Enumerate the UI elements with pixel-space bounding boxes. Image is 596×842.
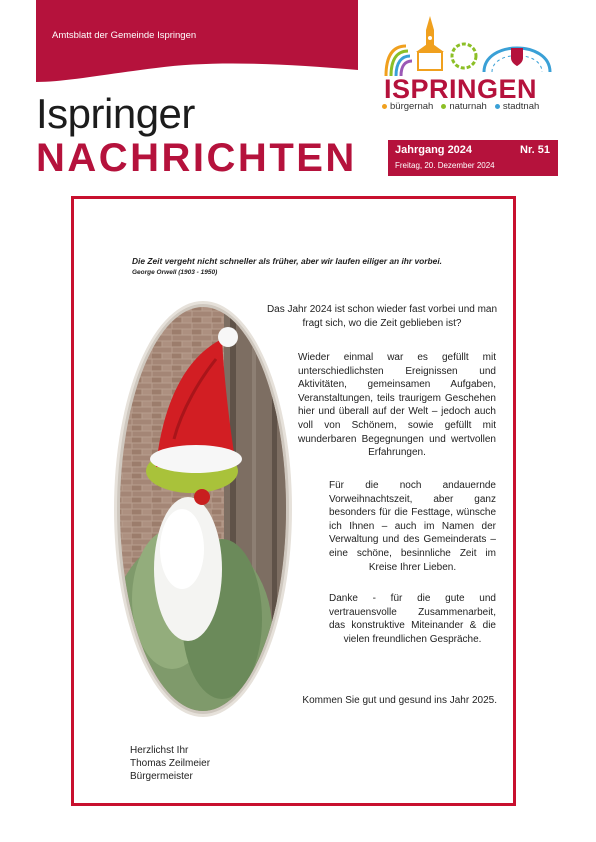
header-banner (36, 0, 358, 84)
logo-graphic (380, 10, 570, 80)
letter-signoff (130, 744, 210, 783)
issue-date: Freitag, 20. Dezember 2024 (395, 161, 495, 170)
tagline-item (441, 101, 487, 112)
tagline-text: naturnah (449, 101, 487, 112)
gnome-photo (112, 299, 294, 719)
logo-name: ISPRINGEN (384, 74, 538, 104)
issue-info-box (388, 140, 558, 176)
blue-dot-icon (495, 104, 500, 109)
orange-dot-icon (382, 104, 387, 109)
green-dot-icon (441, 104, 446, 109)
issue-year: Jahrgang 2024 (395, 144, 473, 156)
tagline-item (382, 101, 433, 112)
signoff-title: Bürgermeister (130, 771, 193, 782)
letter-paragraph: Danke - für die gute und vertrauensvolle Zusammenarbeit, das konstruktive Miteinander & die vielen freundlichen Gespräche. (329, 593, 496, 645)
banner-text: Amtsblatt der Gemeinde Ispringen (52, 30, 197, 41)
signoff-greeting: Herzlichst Ihr (130, 745, 189, 756)
gnome-photo-image (112, 299, 294, 719)
tagline-item (495, 101, 539, 112)
masthead-title-line1: Ispringer (36, 90, 195, 137)
issue-number: Nr. 51 (520, 144, 550, 156)
letter-paragraph: Für die noch andauernde Vorweihnachtszeit, aber ganz besonders für die Festtage, wünsche ich Ihnen – auch im Namen der Verwaltung und des Gemeinderats – eine schöne, besinnliche Zeit im Kreise Ihrer Lieben. (329, 480, 496, 573)
signoff-name: Thomas Zeilmeier (130, 758, 211, 769)
tagline-text: stadtnah (502, 101, 540, 112)
letter-intro: Das Jahr 2024 ist schon wieder fast vorbei und man fragt sich, wo die Zeit geblieben ist? (266, 304, 498, 329)
quote-author: George Orwell (1903 - 1950) (132, 269, 218, 276)
masthead-title-line2: NACHRICHTEN (36, 136, 357, 180)
tagline-text: bürgernah (390, 101, 434, 112)
christmas-letter-frame (71, 196, 516, 806)
quote-text: Die Zeit vergeht nicht schneller als früher, aber wir laufen eiliger an ihr vorbei. (132, 256, 442, 266)
letter-closing: Kommen Sie gut und gesund ins Jahr 2025. (302, 695, 497, 706)
banner-shape (36, 0, 358, 84)
logo-taglines (382, 101, 539, 112)
letter-paragraph: Wieder einmal war es gefüllt mit unterschiedlichsten Ereignissen und Aktivitäten, gemeinsamen Aufgaben, Veranstaltungen, teils traurigem Geschehen hier und überall auf der Welt – jedoch auch voll von Schönem, sowie gefüllt mit wunderbaren Begegnungen und wertvollen Erfahrungen. (298, 352, 496, 459)
